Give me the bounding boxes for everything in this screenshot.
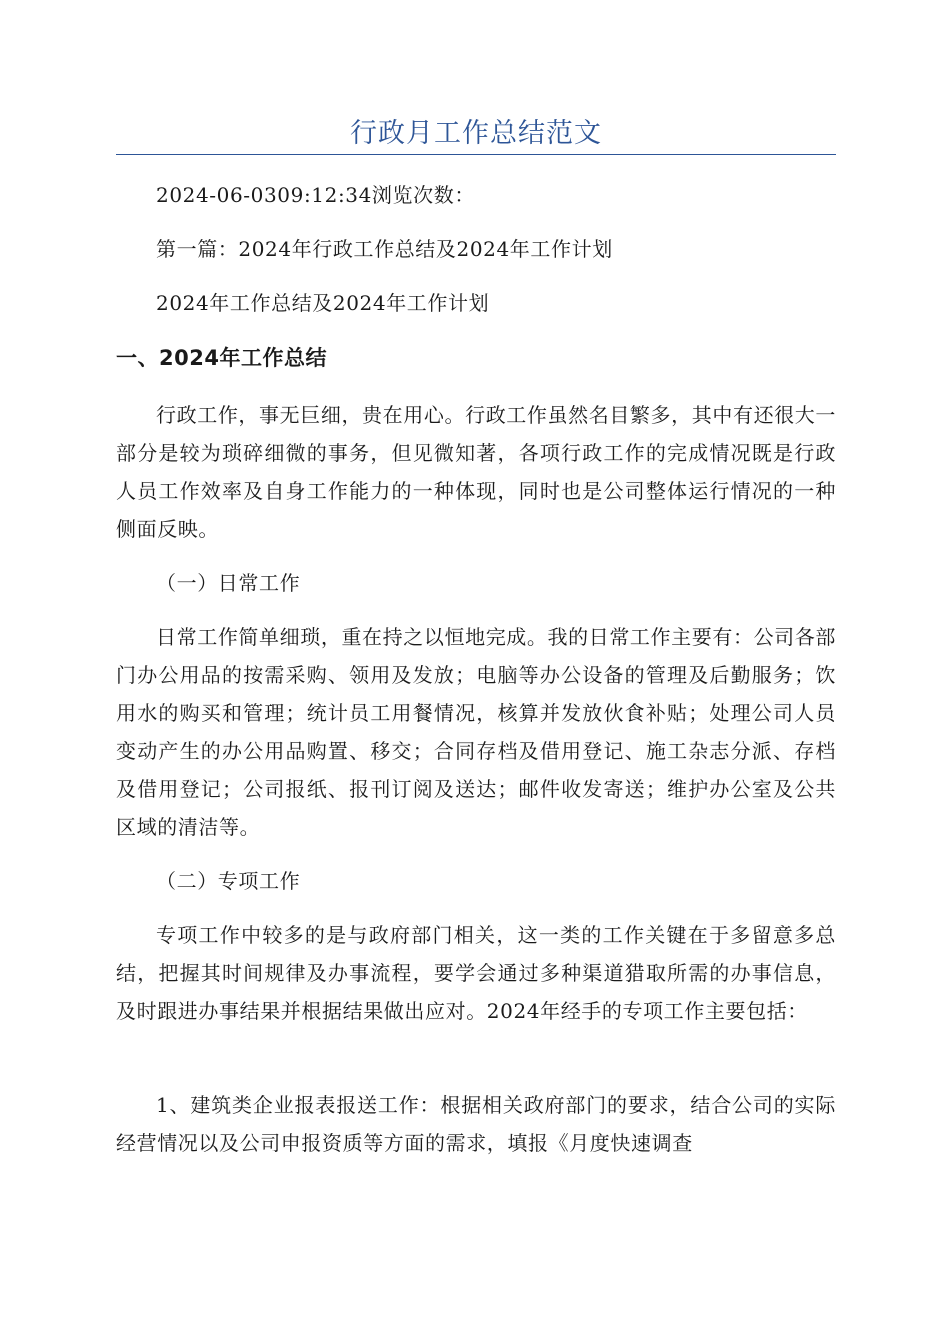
special-work-paragraph: 专项工作中较多的是与政府部门相关，这一类的工作关键在于多留意多总结，把握其时间规律及办事流程，要学会通过多种渠道猎取所需的办事信息，及时跟进办事结果并根据结果做出应对。2024年经手的专项工作主要包括： (116, 923, 836, 1023)
item-1-paragraph: 1、建筑类企业报表报送工作：根据相关政府部门的要求，结合公司的实际经营情况以及公司申报资质等方面的需求，填报《月度快速调查 (116, 1093, 836, 1155)
subsection-daily-heading: （一）日常工作 (156, 571, 301, 595)
title-underline (116, 154, 836, 155)
document-title: 行政月工作总结范文 (350, 118, 602, 149)
part-title: 第一篇：2024年行政工作总结及2024年工作计划 (156, 237, 613, 261)
section-heading: 一、2024年工作总结 (116, 346, 327, 370)
daily-work-paragraph: 日常工作简单细琐，重在持之以恒地完成。我的日常工作主要有：公司各部门办公用品的按需采购、领用及发放；电脑等办公设备的管理及后勤服务；饮用水的购买和管理；统计员工用餐情况，核算并发放伙食补贴；处理公司人员变动产生的办公用品购置、移交；合同存档及借用登记、施工杂志分派、存档及借用登记；公司报纸、报刊订阅及送达；邮件收发寄送；维护办公室及公共区域的清洁等。 (116, 625, 836, 839)
meta-line: 2024-06-0309:12:34浏览次数： (156, 183, 475, 207)
subsection-special-heading: （二）专项工作 (156, 869, 301, 893)
intro-paragraph: 行政工作，事无巨细，贵在用心。行政工作虽然名目繁多，其中有还很大一部分是较为琐碎细微的事务，但见微知著，各项行政工作的完成情况既是行政人员工作效率及自身工作能力的一种体现，同时也是公司整体运行情况的一种侧面反映。 (116, 403, 836, 541)
subtitle: 2024年工作总结及2024年工作计划 (156, 291, 490, 315)
